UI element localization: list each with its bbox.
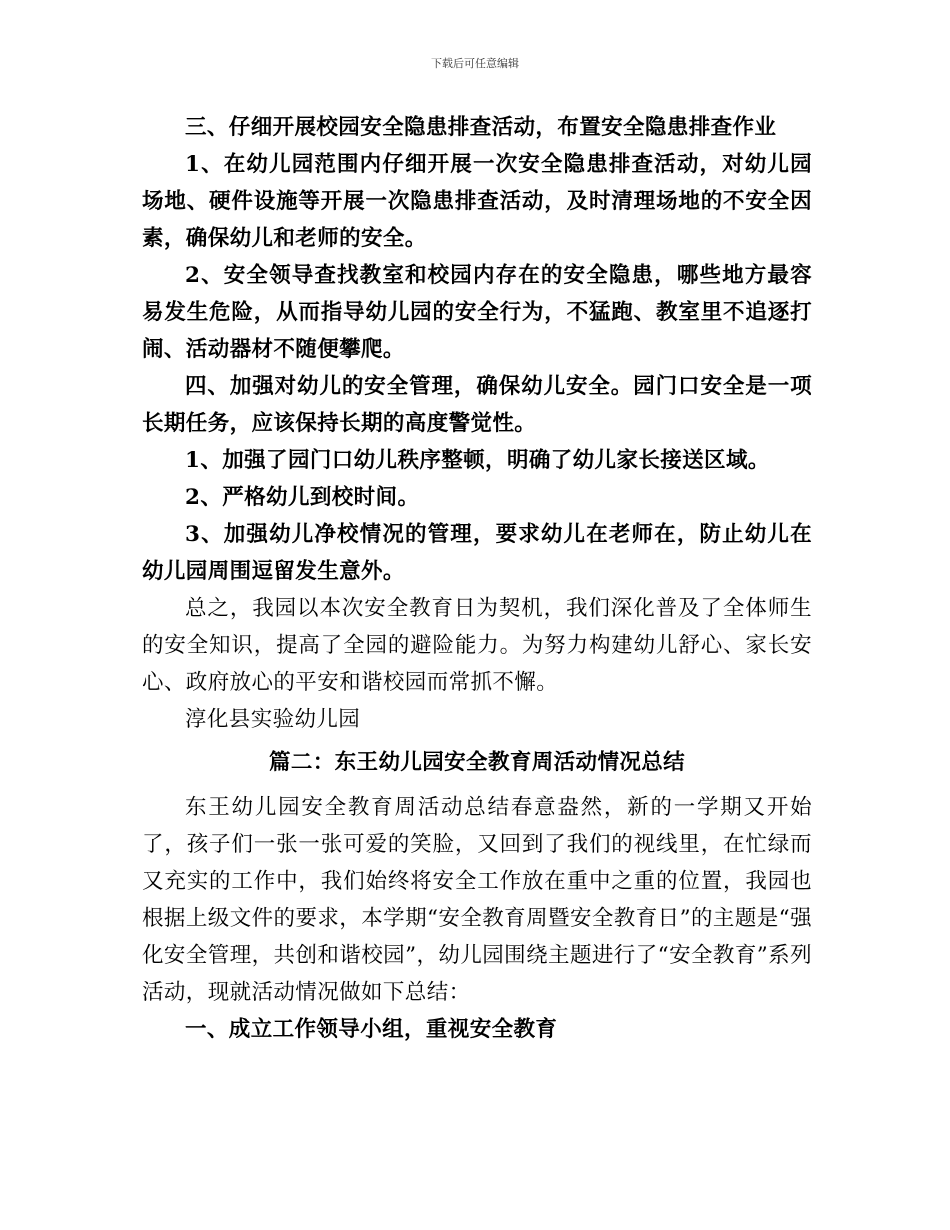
paragraph-item-4-2: 2、严格幼儿到校时间。 bbox=[185, 485, 420, 510]
section-heading-3: 三、仔细开展校园安全隐患排查活动，布置安全隐患排查作业 bbox=[185, 115, 777, 140]
article-title: 篇二：东王幼儿园安全教育周活动情况总结 bbox=[268, 750, 686, 775]
section-heading-4: 四、加强对幼儿的安全管理，确保幼儿安全。园门口安全是一项长期任务，应该保持长期的高度警觉性。 bbox=[142, 374, 812, 436]
paragraph-item-2: 2、安全领导查找教室和校园内存在的安全隐患，哪些地方最容易发生危险，从而指导幼儿园的安全行为，不猛跑、教室里不追逐打闹、活动器材不随便攀爬。 bbox=[142, 263, 812, 362]
header-note: 下载后可任意编辑 bbox=[431, 57, 519, 70]
intro-paragraph: 东王幼儿园安全教育周活动总结春意盎然，新的一学期又开始了，孩子们一张一张可爱的笑脸，又回到了我们的视线里，在忙绿而又充实的工作中，我们始终将安全工作放在重中之重的位置，我园也根据上级文件的要求，本学期“安全教育周暨安全教育日”的主题是“强化安全管理，共创和谐校园”，幼儿园围绕主题进行了“安全教育”系列活动，现就活动情况做如下总结： bbox=[142, 795, 812, 1005]
section-heading-1: 一、成立工作领导小组，重视安全教育 bbox=[185, 1017, 558, 1042]
paragraph-item-4-1: 1、加强了园门口幼儿秩序整顿，明确了幼儿家长接送区域。 bbox=[185, 448, 770, 473]
document-body bbox=[142, 109, 812, 1048]
summary-paragraph: 总之，我园以本次安全教育日为契机，我们深化普及了全体师生的安全知识，提高了全园的避险能力。为努力构建幼儿舒心、家长安心、政府放心的平安和谐校园而常抓不懈。 bbox=[142, 596, 812, 695]
paragraph-item-4-3: 3、加强幼儿净校情况的管理，要求幼儿在老师在，防止幼儿在幼儿园周围逗留发生意外。 bbox=[142, 522, 812, 584]
paragraph-item-1: 1、在幼儿园范围内仔细开展一次安全隐患排查活动，对幼儿园场地、硬件设施等开展一次隐患排查活动，及时清理场地的不安全因素，确保幼儿和老师的安全。 bbox=[142, 152, 812, 251]
signature-line: 淳化县实验幼儿园 bbox=[185, 707, 361, 732]
